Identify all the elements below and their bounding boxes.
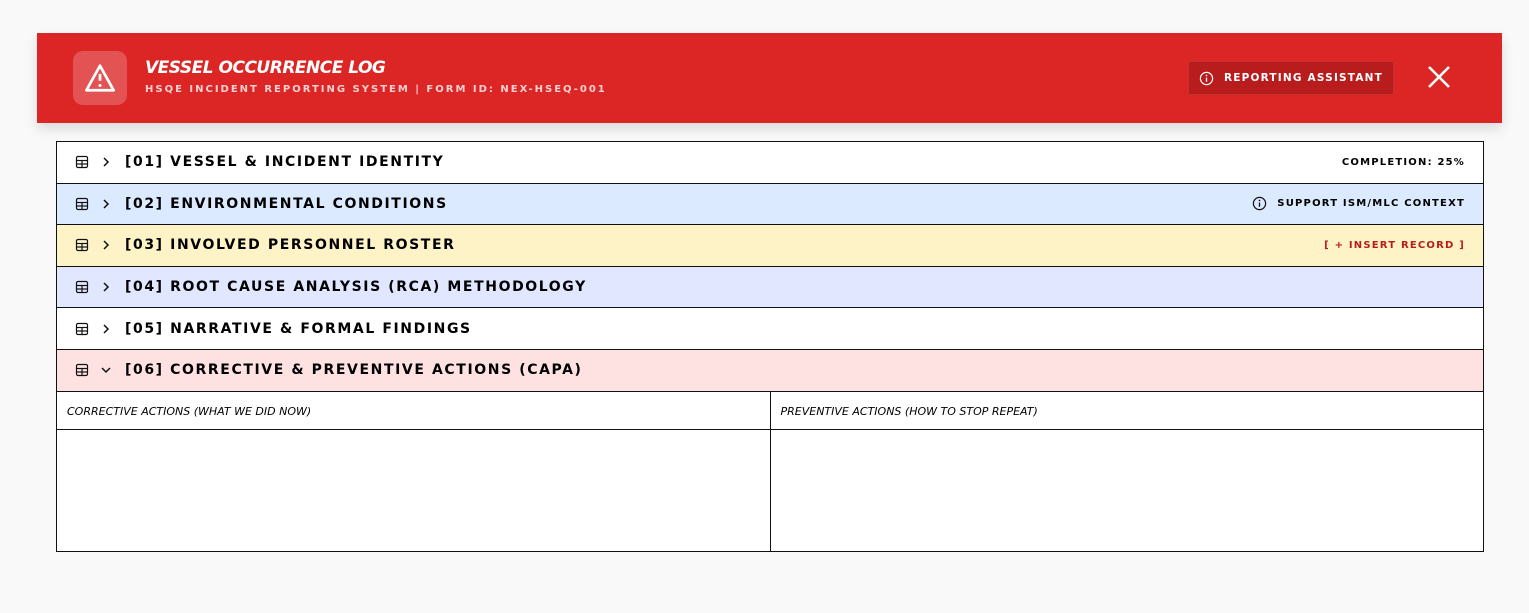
- section-title: [02] ENVIRONMENTAL CONDITIONS: [125, 195, 448, 212]
- section-header-3[interactable]: [57, 225, 1483, 267]
- info-icon: [1199, 71, 1214, 86]
- chevron-right-icon: [99, 197, 113, 211]
- corrective-actions-label: CORRECTIVE ACTIONS (WHAT WE DID NOW): [57, 392, 770, 430]
- section-header-1[interactable]: [57, 142, 1483, 184]
- reporting-assistant-label: REPORTING ASSISTANT: [1223, 72, 1384, 84]
- info-icon: [1252, 196, 1267, 211]
- section-action-label: COMPLETION: 25%: [1341, 156, 1465, 168]
- section-title: [06] CORRECTIVE & PREVENTIVE ACTIONS (CAPA): [125, 362, 583, 379]
- section-header-4[interactable]: [57, 267, 1483, 309]
- table-icon: [75, 155, 89, 169]
- chevron-right-icon: [99, 280, 113, 294]
- table-icon: [75, 322, 89, 336]
- close-icon[interactable]: [1425, 63, 1453, 91]
- chevron-right-icon: [99, 155, 113, 169]
- section-title: [04] ROOT CAUSE ANALYSIS (RCA) METHODOLOGY: [125, 279, 587, 296]
- section-header-2[interactable]: [57, 184, 1483, 226]
- table-icon: [75, 238, 89, 252]
- section-title: [05] NARRATIVE & FORMAL FINDINGS: [125, 320, 472, 337]
- chevron-right-icon: [99, 238, 113, 252]
- form-sections: [56, 141, 1484, 552]
- section-title: [01] VESSEL & INCIDENT IDENTITY: [125, 154, 445, 171]
- corrective-actions-field[interactable]: [57, 430, 770, 551]
- reporting-assistant-button[interactable]: [1188, 61, 1394, 95]
- warning-icon: [73, 51, 127, 105]
- table-icon: [75, 197, 89, 211]
- page-subtitle: HSQE INCIDENT REPORTING SYSTEM | FORM ID: NEX-HSEQ-001: [145, 84, 607, 95]
- app-header: [37, 33, 1502, 123]
- preventive-actions-field[interactable]: [771, 430, 1484, 551]
- preventive-actions-label: PREVENTIVE ACTIONS (HOW TO STOP REPEAT): [771, 392, 1484, 430]
- page-title: VESSEL OCCURRENCE LOG: [145, 58, 386, 78]
- section-action-2[interactable]: [1252, 196, 1465, 211]
- section-action-3[interactable]: [1324, 240, 1465, 251]
- table-icon: [75, 280, 89, 294]
- section-header-6[interactable]: [57, 350, 1483, 392]
- table-icon: [75, 363, 89, 377]
- section-action-1: [1342, 157, 1465, 168]
- section-action-label: SUPPORT ISM/MLC CONTEXT: [1277, 198, 1465, 210]
- section-title: [03] INVOLVED PERSONNEL ROSTER: [125, 237, 456, 254]
- chevron-down-icon: [99, 363, 113, 377]
- chevron-right-icon: [99, 322, 113, 336]
- capa-grid: [57, 392, 1483, 551]
- section-header-5[interactable]: [57, 308, 1483, 350]
- section-action-label: [ + INSERT RECORD ]: [1324, 239, 1465, 251]
